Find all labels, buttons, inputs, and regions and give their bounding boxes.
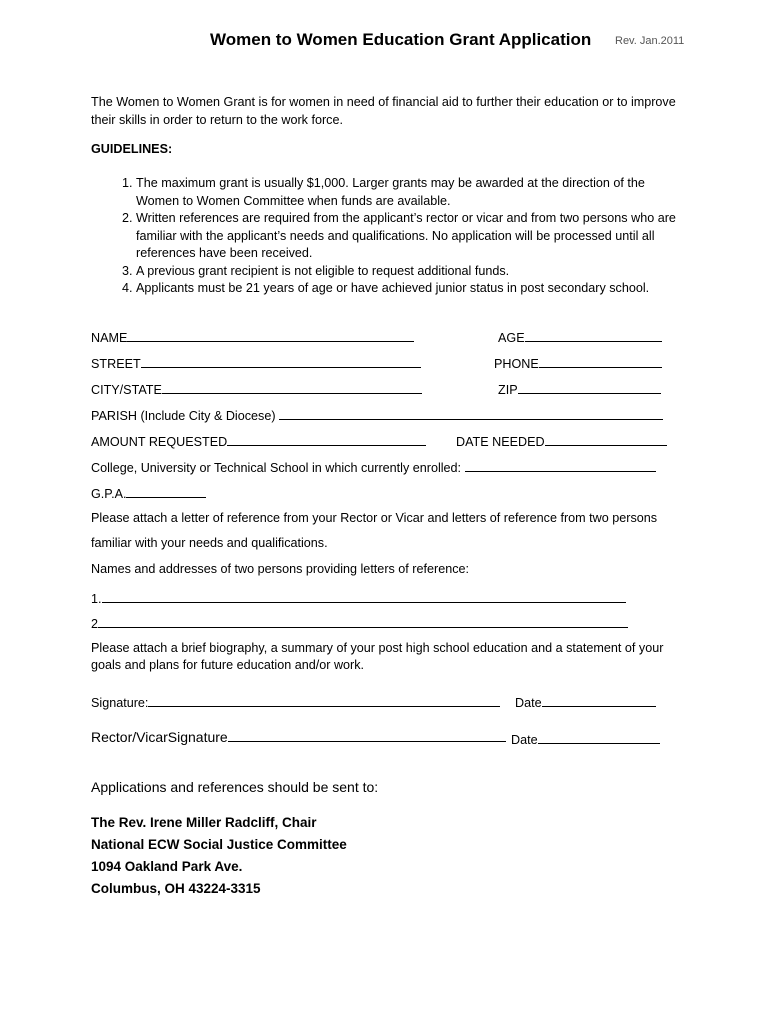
rector-date-input-line[interactable] (538, 730, 660, 744)
date-needed-input-line[interactable] (545, 432, 667, 446)
parish-input-line[interactable] (279, 406, 663, 420)
reference-instruction-line1: Please attach a letter of reference from your Rector or Vicar and letters of reference from two persons (91, 511, 658, 525)
name-input-line[interactable] (127, 328, 414, 342)
date-needed-field (456, 432, 667, 449)
parish-field (91, 406, 663, 423)
street-field (91, 354, 421, 371)
address-line: The Rev. Irene Miller Radcliff, Chair (91, 815, 317, 830)
guideline-item: 4. Applicants must be 21 years of age or have achieved junior status in post secondary school. (136, 280, 681, 298)
signature-date-field (515, 693, 656, 710)
names-addresses-label: Names and addresses of two persons providing letters of reference: (91, 562, 470, 576)
reference-instruction-line2: familiar with your needs and qualifications. (91, 536, 328, 550)
mailing-intro: Applications and references should be sent to: (91, 779, 379, 795)
guideline-item: 1. The maximum grant is usually $1,000. Larger grants may be awarded at the direction of the Women to Women Committee when funds are available. (136, 175, 681, 210)
signature-field (91, 693, 500, 710)
address-line: Columbus, OH 43224-3315 (91, 881, 261, 896)
guidelines-heading: GUIDELINES: (91, 142, 173, 156)
amount-label: AMOUNT REQUESTED (91, 435, 228, 449)
rector-signature-input-line[interactable] (228, 728, 506, 742)
reference-1-field (91, 589, 626, 606)
address-line: 1094 Oakland Park Ave. (91, 859, 243, 874)
gpa-input-line[interactable] (126, 484, 206, 498)
signature-date-input-line[interactable] (542, 693, 656, 707)
age-input-line[interactable] (525, 328, 662, 342)
reference-2-input-line[interactable] (98, 614, 628, 628)
guideline-item: 2. Written references are required from the applicant’s rector or vicar and from two persons who are familiar with the applicant’s needs and qualifications. No application will be processed until all references have been received. (136, 210, 681, 263)
mailing-address (91, 812, 347, 900)
city-state-label: CITY/STATE (91, 383, 162, 397)
intro-paragraph: The Women to Women Grant is for women in need of financial aid to further their education or to improve their skills in order to return to the work force. (91, 95, 676, 127)
school-field (91, 458, 656, 475)
date-needed-label: DATE NEEDED (456, 435, 545, 449)
name-label: NAME (91, 331, 128, 345)
guidelines-list (91, 175, 681, 298)
age-field (498, 328, 662, 345)
biography-instruction-line1: Please attach a brief biography, a summary of your post high school education and a statement of your (91, 641, 664, 655)
form-title: Women to Women Education Grant Application (210, 30, 592, 49)
school-label: College, University or Technical School in which currently enrolled: (91, 461, 462, 475)
signature-date-label: Date (515, 696, 542, 710)
reference-2-field (91, 614, 628, 631)
street-input-line[interactable] (141, 354, 421, 368)
rector-signature-label: Rector/VicarSignature (91, 729, 228, 745)
city-state-input-line[interactable] (162, 380, 422, 394)
amount-input-line[interactable] (227, 432, 426, 446)
phone-input-line[interactable] (539, 354, 662, 368)
signature-label: Signature: (91, 696, 149, 710)
phone-label: PHONE (494, 357, 539, 371)
phone-field (494, 354, 662, 371)
school-input-line[interactable] (465, 458, 656, 472)
revision-date: Rev. Jan.2011 (615, 35, 685, 47)
city-state-field (91, 380, 422, 397)
name-field (91, 328, 414, 345)
rector-signature-field (91, 728, 506, 745)
rector-date-label: Date (511, 733, 538, 747)
zip-input-line[interactable] (518, 380, 661, 394)
amount-field (91, 432, 426, 449)
parish-label: PARISH (Include City & Diocese) (91, 409, 276, 423)
gpa-label: G.P.A. (91, 487, 127, 501)
rector-date-field (511, 730, 660, 747)
zip-field (498, 380, 661, 397)
address-line: National ECW Social Justice Committee (91, 837, 347, 852)
age-label: AGE (498, 331, 525, 345)
street-label: STREET (91, 357, 141, 371)
gpa-field (91, 484, 206, 501)
zip-label: ZIP (498, 383, 518, 397)
guideline-item: 3. A previous grant recipient is not eligible to request additional funds. (136, 263, 681, 281)
signature-input-line[interactable] (148, 693, 500, 707)
reference-1-input-line[interactable] (102, 589, 626, 603)
biography-instruction-line2: goals and plans for future education and/or work. (91, 658, 365, 672)
reference-2-label: 2 (91, 617, 99, 631)
reference-1-label: 1. (91, 592, 102, 606)
